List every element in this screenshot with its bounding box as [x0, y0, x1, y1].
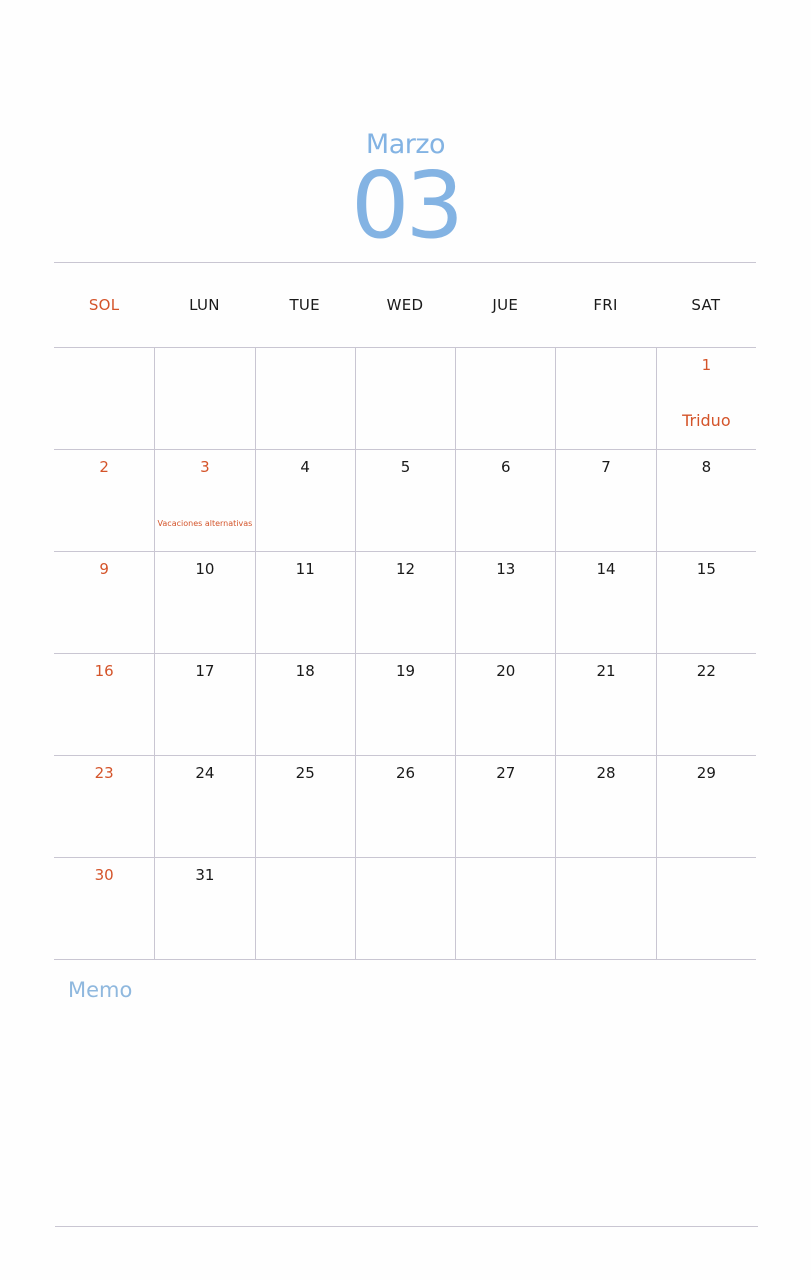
bottom-divider: [55, 1226, 758, 1227]
day-number: 9: [99, 560, 109, 578]
day-cell-15[interactable]: [656, 552, 756, 654]
day-cell-25[interactable]: [255, 756, 355, 858]
day-cell-11[interactable]: [255, 552, 355, 654]
day-number: 23: [94, 764, 114, 782]
day-number: [155, 348, 254, 355]
day-number: 28: [596, 764, 616, 782]
day-number: 8: [701, 458, 712, 476]
calendar-header: [0, 125, 811, 259]
day-cell-28[interactable]: [555, 756, 655, 858]
day-cell-27[interactable]: [455, 756, 555, 858]
day-number: [556, 348, 655, 355]
day-number: [256, 858, 355, 865]
day-cell-24[interactable]: [154, 756, 254, 858]
day-number: [556, 858, 655, 865]
day-cell-26[interactable]: [355, 756, 455, 858]
day-number: 11: [295, 560, 315, 578]
weekday-label: LUN: [189, 296, 220, 314]
day-cell-empty: [355, 858, 455, 960]
day-cell-17[interactable]: [154, 654, 254, 756]
day-number: 19: [395, 662, 416, 680]
day-number: 7: [601, 458, 611, 476]
day-number: 18: [295, 662, 315, 680]
day-cell-19[interactable]: [355, 654, 455, 756]
day-number: [456, 858, 555, 865]
day-cell-10[interactable]: [154, 552, 254, 654]
day-cell-empty: [455, 348, 555, 450]
day-number: 22: [696, 662, 716, 680]
day-cell-16[interactable]: [54, 654, 154, 756]
day-cell-empty: [555, 858, 655, 960]
day-cell-21[interactable]: [555, 654, 655, 756]
day-cell-31[interactable]: [154, 858, 254, 960]
day-cell-14[interactable]: [555, 552, 655, 654]
day-cell-3[interactable]: [154, 450, 254, 552]
day-cell-22[interactable]: [656, 654, 756, 756]
day-cell-empty: [355, 348, 455, 450]
day-cell-empty: [255, 858, 355, 960]
weekday-label: SOL: [88, 296, 120, 314]
day-cell-6[interactable]: [455, 450, 555, 552]
month-name: Marzo: [365, 129, 446, 160]
weekday-header-row: [54, 262, 756, 348]
day-cell-1[interactable]: [656, 348, 756, 450]
day-number: [356, 348, 455, 355]
day-number: 10: [195, 560, 215, 578]
memo-label: Memo: [68, 978, 133, 1002]
day-cell-20[interactable]: [455, 654, 555, 756]
day-number: 26: [395, 764, 416, 782]
day-number: 29: [696, 764, 716, 782]
day-cell-29[interactable]: [656, 756, 756, 858]
day-number: [657, 858, 756, 865]
day-cell-12[interactable]: [355, 552, 455, 654]
day-cell-9[interactable]: [54, 552, 154, 654]
month-number: 03: [350, 152, 461, 259]
day-cell-18[interactable]: [255, 654, 355, 756]
weekday-label: FRI: [593, 296, 618, 314]
day-cell-empty: [154, 348, 254, 450]
day-cell-7[interactable]: [555, 450, 655, 552]
day-number: 5: [400, 458, 411, 476]
day-number: [356, 858, 455, 865]
holiday-note: Vacaciones alternativas: [157, 519, 253, 528]
weekday-label: JUE: [492, 296, 519, 314]
day-number: 12: [395, 560, 416, 578]
day-cell-empty: [54, 348, 154, 450]
day-number: 13: [496, 560, 516, 578]
day-cell-2[interactable]: [54, 450, 154, 552]
day-number: 20: [496, 662, 516, 680]
day-cell-5[interactable]: [355, 450, 455, 552]
day-number: [456, 348, 555, 355]
day-cell-empty: [455, 858, 555, 960]
day-number: 27: [496, 764, 516, 782]
weekday-label: WED: [386, 296, 424, 314]
day-cell-8[interactable]: [656, 450, 756, 552]
day-number: 4: [300, 458, 310, 476]
day-cell-empty: [656, 858, 756, 960]
day-cell-empty: [555, 348, 655, 450]
day-number: 17: [195, 662, 215, 680]
day-cell-empty: [255, 348, 355, 450]
day-cell-13[interactable]: [455, 552, 555, 654]
weekday-label: SAT: [691, 296, 721, 314]
day-number: 21: [596, 662, 616, 680]
calendar-weeks: [54, 348, 756, 960]
holiday-note: Triduo: [682, 411, 731, 430]
day-number: 16: [94, 662, 114, 680]
day-number: 6: [501, 458, 511, 476]
day-number: 24: [195, 764, 215, 782]
day-cell-30[interactable]: [54, 858, 154, 960]
day-number: [256, 348, 355, 355]
day-number: 2: [99, 458, 109, 476]
day-number: 31: [195, 866, 215, 884]
day-number: [54, 348, 154, 355]
day-number: 14: [596, 560, 616, 578]
day-number: 25: [295, 764, 315, 782]
calendar-grid: [54, 262, 756, 960]
weekday-label: TUE: [289, 296, 320, 314]
day-number: 15: [696, 560, 716, 578]
day-cell-23[interactable]: [54, 756, 154, 858]
day-number: 3: [200, 458, 210, 476]
day-number: 1: [701, 356, 712, 374]
memo-area[interactable]: [54, 1010, 756, 1226]
day-number: 30: [94, 866, 114, 884]
day-cell-4[interactable]: [255, 450, 355, 552]
